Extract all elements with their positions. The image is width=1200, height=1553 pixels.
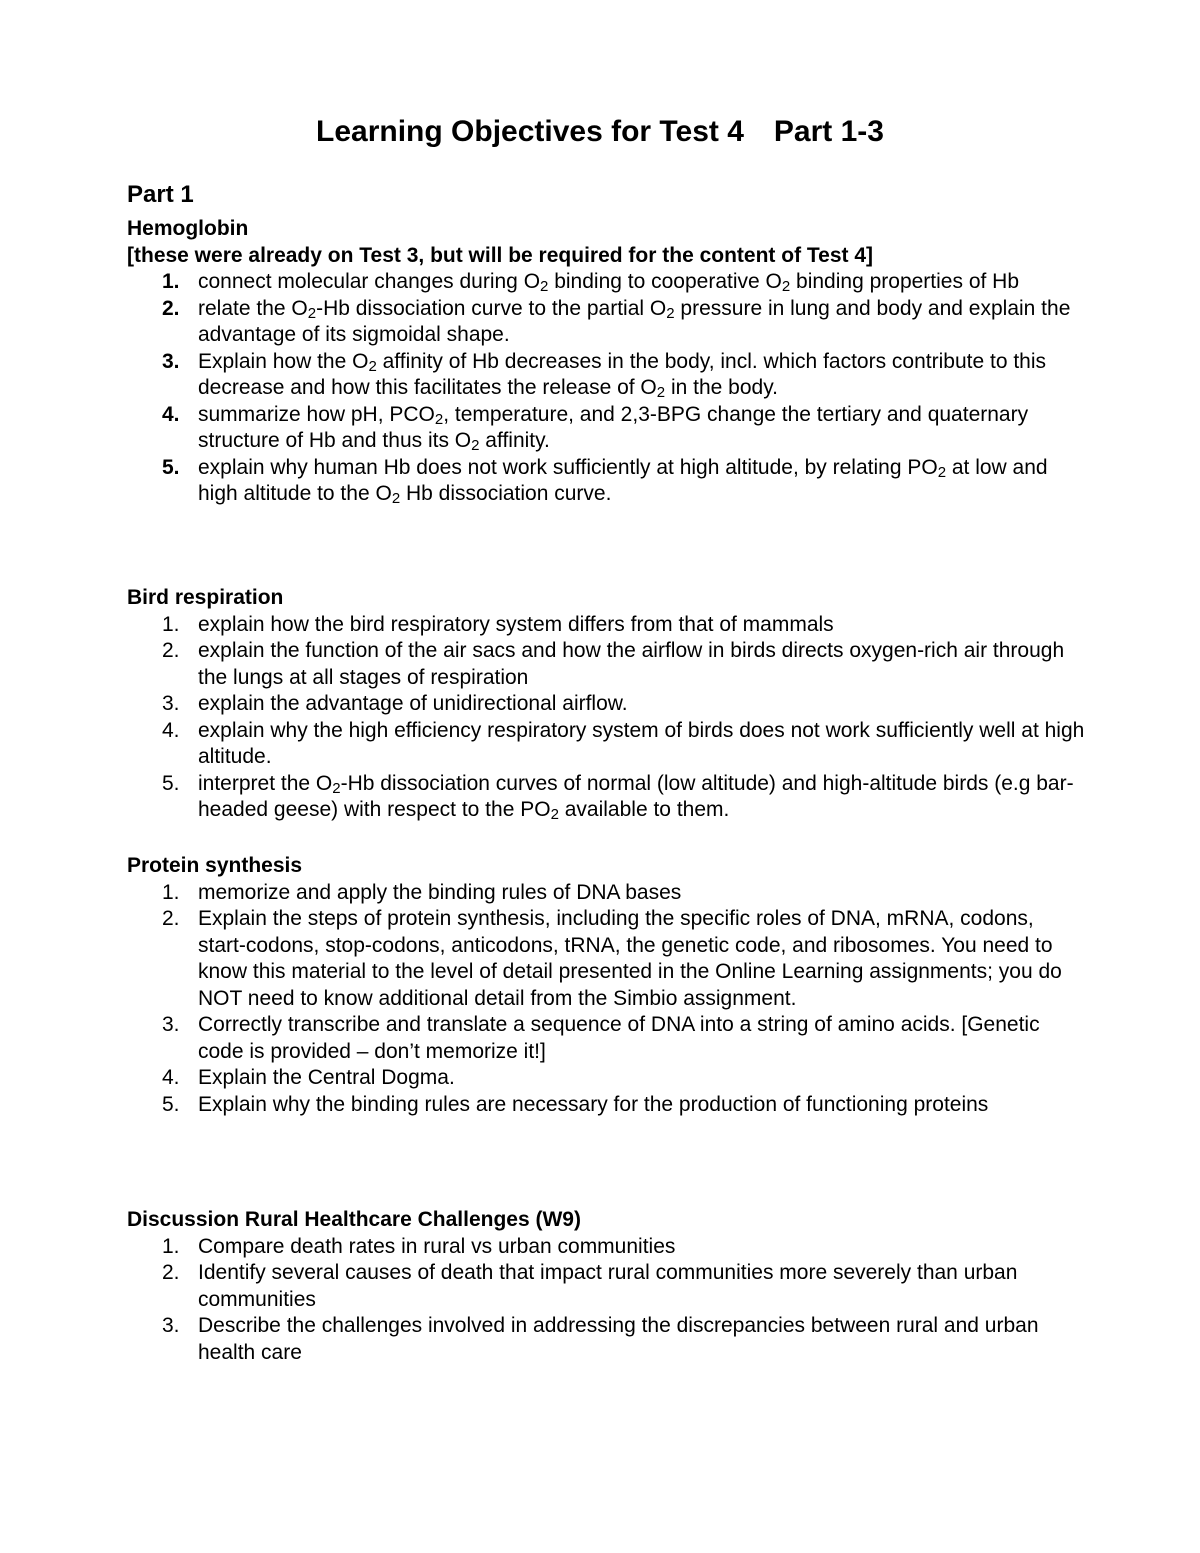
list-item-text: Explain how the $O_2$ affinity of Hb decreases in the body, incl. which factors contribute to this decrease and how this facilitates the release of $O_2$ in the body.: [198, 349, 1047, 401]
list-item-text: Explain the Central Dogma.: [198, 1066, 455, 1089]
protein-synthesis-section: [127, 853, 1087, 1118]
list-item-number: 4.: [162, 718, 180, 742]
list-item-text: explain the function of the air sacs and how the airflow in birds directs oxygen-rich air through the lungs at all stages of respiration: [198, 639, 1065, 689]
bird-respiration-objectives-list: [127, 612, 1087, 824]
list-item: [127, 771, 1087, 824]
list-item-text: summarize how pH, $PCO_2$, temperature, and 2,3-BPG change the tertiary and quaternary structure of Hb and thus its $O_2$ affinity.: [198, 402, 1029, 454]
list-item: [127, 612, 1087, 639]
list-item-text: explain why human Hb does not work sufficiently at high altitude, by relating $PO_2$ at low and high altitude to the $O_2$ Hb dissociation curve.: [198, 455, 1048, 507]
list-item: [127, 1012, 1087, 1065]
list-item-text: explain why the high efficiency respiratory system of birds does not work sufficiently well at high altitude.: [198, 718, 1085, 768]
list-item: [127, 1065, 1087, 1092]
list-item-text: Explain why the binding rules are necessary for the production of functioning proteins: [198, 1092, 989, 1116]
list-item-number: 3.: [162, 1013, 180, 1036]
list-item-text: Compare death rates in rural vs urban communities: [198, 1234, 676, 1258]
section-title-bird-respiration: Bird respiration: [127, 586, 284, 609]
part-heading: Part 1: [127, 181, 194, 208]
list-item: [127, 1092, 1087, 1119]
list-item: [127, 402, 1087, 455]
list-item: [127, 906, 1087, 1012]
rural-healthcare-objectives-list: [127, 1234, 1087, 1367]
list-item-number: 4.: [162, 402, 180, 426]
list-item-number: 1.: [162, 1234, 180, 1258]
list-item: [127, 691, 1087, 718]
list-item: [127, 269, 1087, 296]
list-item-number: 2.: [162, 1261, 180, 1284]
list-item-text: Explain the steps of protein synthesis, including the specific roles of DNA, mRNA, codons, start-codons, stop-codons, anticodons, tRNA, the genetic code, and ribosomes. You need to know this material to the level of detail presented in the Online Learning assignments; you do NOT need to know additional detail from the Simbio assignment.: [198, 907, 1062, 1010]
list-item-number: 5.: [162, 771, 180, 795]
rural-healthcare-section: [127, 1207, 1087, 1366]
list-item-text: Describe the challenges involved in addressing the discrepancies between rural and urban health care: [198, 1314, 1039, 1364]
list-item-text: explain how the bird respiratory system differs from that of mammals: [198, 612, 834, 636]
list-item-number: 1.: [162, 270, 180, 293]
list-item: [127, 1260, 1087, 1313]
list-item-text: relate the $O_2-Hb$ dissociation curve to the partial $O_2$ pressure in lung and body and explain the advantage of its sigmoidal shape.: [198, 296, 1071, 346]
list-item-number: 2.: [162, 639, 180, 662]
list-item-number: 3.: [162, 692, 180, 715]
list-item: [127, 296, 1087, 349]
list-item-number: 1.: [162, 880, 180, 904]
section-note-hemoglobin: [these were already on Test 3, but will be required for the content of Test 4]: [127, 243, 874, 267]
list-item-text: explain the advantage of unidirectional airflow.: [198, 692, 628, 715]
list-item-text: interpret the $O_2-Hb$ dissociation curves of normal (low altitude) and high-altitude birds (e.g bar-headed geese) with respect to the $PO_2$ available to them.: [198, 771, 1074, 823]
list-item: [127, 1234, 1087, 1261]
page-title: [0, 112, 1200, 152]
list-item-text: Correctly transcribe and translate a sequence of DNA into a string of amino acids. [Genetic code is provided – don’t memorize it!]: [198, 1013, 1040, 1063]
list-item-text: memorize and apply the binding rules of DNA bases: [198, 880, 682, 904]
section-title-rural-healthcare: Discussion Rural Healthcare Challenges (W9): [127, 1208, 581, 1231]
list-item: [127, 1313, 1087, 1366]
list-item-number: 3.: [162, 349, 180, 373]
list-item-number: 2.: [162, 907, 180, 930]
list-item-number: 3.: [162, 1314, 180, 1337]
list-item-number: 2.: [162, 296, 180, 320]
list-item-text: Identify several causes of death that impact rural communities more severely than urban communities: [198, 1261, 1018, 1311]
section-title-hemoglobin: Hemoglobin: [127, 217, 249, 240]
list-item-number: 5.: [162, 1092, 180, 1116]
list-item-number: 4.: [162, 1066, 180, 1089]
list-item: [127, 455, 1087, 508]
protein-synthesis-objectives-list: [127, 880, 1087, 1119]
bird-respiration-section: [127, 585, 1087, 824]
list-item-number: 5.: [162, 455, 180, 479]
list-item-number: 1.: [162, 612, 180, 636]
list-item: [127, 880, 1087, 907]
section-title-protein-synthesis: Protein synthesis: [127, 854, 303, 877]
list-item: [127, 349, 1087, 402]
hemoglobin-objectives-list: [127, 269, 1087, 508]
hemoglobin-section: [127, 216, 1087, 508]
list-item: [127, 718, 1087, 771]
list-item: [127, 638, 1087, 691]
page-title-main: Learning Objectives for Test 4: [316, 115, 744, 148]
page-title-part: Part 1-3: [773, 115, 884, 148]
list-item-text: connect molecular changes during $O_2$ binding to cooperative $O_2$ binding properties of Hb: [198, 270, 1020, 295]
